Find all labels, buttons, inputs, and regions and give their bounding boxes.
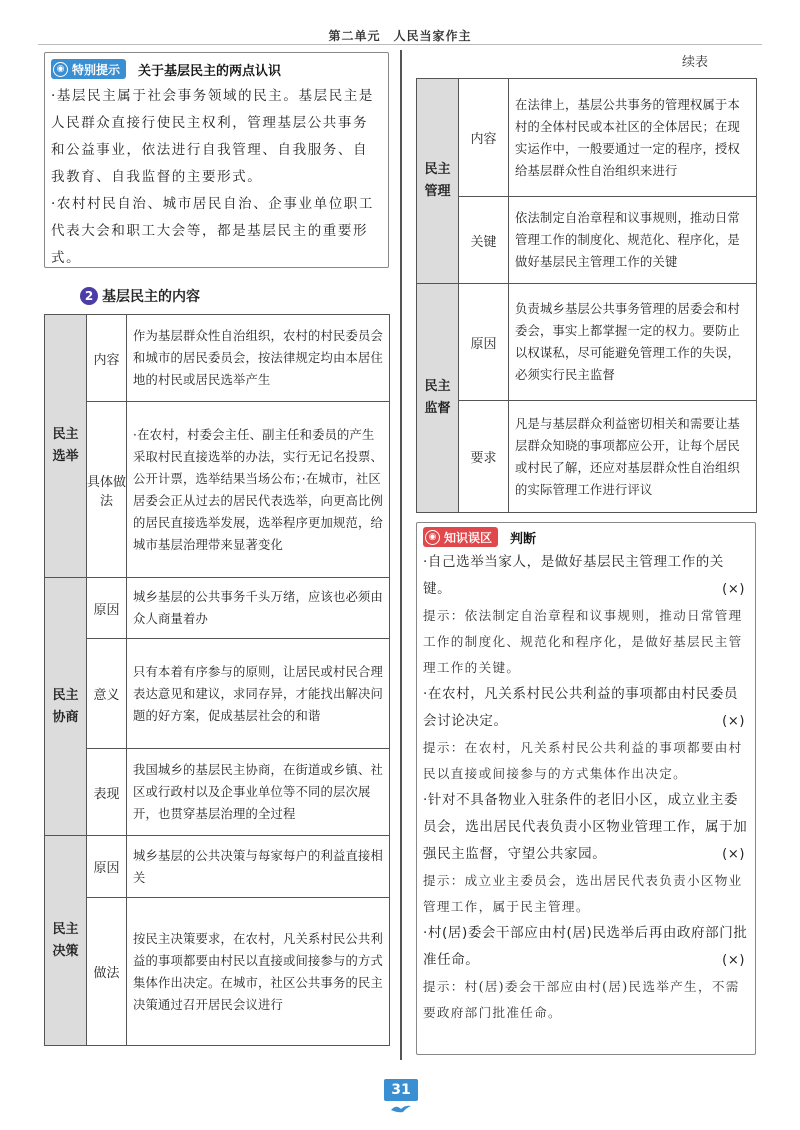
row-text: ·在农村，村委会主任、副主任和委员的产生采取村民直接选举的办法，实行无记名投票、公开计票，选举结果当场公布；·在城市，社区居委会正从过去的居民代表选举，向更高比例的居民直接选举发展，选举程序更加规范，给城市基层治理带来显著变化 xyxy=(127,402,390,578)
section-heading xyxy=(80,286,200,306)
judgment-hint: 提示：在农村，凡关系村民公共利益的事项都要由村民以直接或间接参与的方式集体作出决定。 xyxy=(423,740,743,781)
row-text: 我国城乡的基层民主协商，在街道或乡镇、社区或行政村以及企事业单位等不同的层次展开，也贯穿基层治理的全过程 xyxy=(127,749,390,836)
category-label: 民主协商 xyxy=(52,687,79,725)
category-cell xyxy=(45,315,87,578)
misconception-title: 判断 xyxy=(510,531,537,547)
row-text: 在法律上，基层公共事务的管理权属于本村的全体村民或本社区的全体居民；在现实运作中，一般要通过一定的程序，授权给基层群众性自治组织来进行 xyxy=(509,79,757,197)
misconception-tag-label: 知识误区 xyxy=(444,530,493,545)
grassroots-democracy-table-continued xyxy=(416,78,757,513)
category-cell xyxy=(45,578,87,836)
statement-text: ·针对不具备物业入驻条件的老旧小区，成立业主委员会，选出居民代表负责小区物业管理工作，属于加强民主监督，守望公共家园。 xyxy=(423,792,748,862)
special-tip-box xyxy=(44,52,389,268)
row-label: 关键 xyxy=(459,197,509,284)
row-text: 城乡基层的公共决策与每家每户的利益直接相关 xyxy=(127,836,390,898)
false-mark: (×) xyxy=(722,953,745,968)
statement-text: ·在农村，凡关系村民公共利益的事项都由村民委员会讨论决定。 xyxy=(423,686,739,729)
judgment-hint: 提示：村(居)委会干部应由村(居)民选举产生，不需要政府部门批准任命。 xyxy=(423,979,740,1020)
row-label: 表现 xyxy=(87,749,127,836)
misconception-box xyxy=(416,522,756,1055)
category-label: 民主管理 xyxy=(424,162,451,199)
grassroots-democracy-table xyxy=(44,314,390,1046)
false-mark: (×) xyxy=(722,714,745,729)
row-label: 原因 xyxy=(87,578,127,639)
false-mark: (×) xyxy=(722,582,745,597)
row-text: 依法制定自治章程和议事规则，推动日常管理工作的制度化、规范化、程序化，是做好基层民主管理工作的关键 xyxy=(509,197,757,284)
row-label: 要求 xyxy=(459,401,509,513)
special-tip-tag-label: 特别提示 xyxy=(72,62,121,77)
header-divider xyxy=(38,44,762,45)
row-text: 按民主决策要求，在农村，凡关系村民公共利益的事项都要由村民以直接或间接参与的方式集体作出决定。在城市，社区公共事务的民主决策通过召开居民会议进行 xyxy=(127,898,390,1046)
section-title: 基层民主的内容 xyxy=(102,289,200,305)
row-label: 做法 xyxy=(87,898,127,1046)
statement-text: ·村(居)委会干部应由村(居)民选举后再由政府部门批准任命。 xyxy=(423,925,748,968)
judgment-statement xyxy=(423,787,749,868)
category-cell xyxy=(417,284,459,513)
warning-icon: ◉ xyxy=(425,530,440,545)
statement-text: ·自己选举当家人，是做好基层民主管理工作的关键。 xyxy=(423,554,724,597)
row-text: 凡是与基层群众利益密切相关和需要让基层群众知晓的事项都应公开，让每个居民或村民了解，还应对基层群众性自治组织的实际管理工作进行评议 xyxy=(509,401,757,513)
judgment-hint: 提示：依法制定自治章程和议事规则，推动日常管理工作的制度化、规范化和程序化，是做好基层民主管理工作的关键。 xyxy=(423,608,743,675)
tip-paragraph: ·基层民主属于社会事务领域的民主。基层民主是人民群众直接行使民主权利，管理基层公共事务和公益事业，依法进行自我管理、自我服务、自我教育、自我监督的主要形式。 xyxy=(51,88,374,185)
judgment-statement xyxy=(423,920,749,974)
row-text: 只有本着有序参与的原则，让居民或村民合理表达意见和建议，求同存异，才能找出解决问题的好方案，促成基层社会的和谐 xyxy=(127,639,390,749)
page-header: 第二单元 人民当家作主 xyxy=(328,29,472,43)
bird-ornament-icon xyxy=(390,1102,412,1114)
category-label: 民主选举 xyxy=(52,427,79,464)
row-label: 原因 xyxy=(87,836,127,898)
row-label: 原因 xyxy=(459,284,509,401)
continued-label: 续表 xyxy=(682,55,709,70)
category-label: 民主监督 xyxy=(424,379,451,416)
row-label: 内容 xyxy=(459,79,509,197)
row-text: 城乡基层的公共事务千头万绪，应该也必须由众人商量着办 xyxy=(127,578,390,639)
special-tip-title: 关于基层民主的两点认识 xyxy=(138,63,282,79)
row-text: 作为基层群众性自治组织，农村的村民委员会和城市的居民委员会，按法律规定均由本居住地的村民或居民选举产生 xyxy=(127,315,390,402)
tip-paragraph: ·农村村民自治、城市居民自治、企事业单位职工代表大会和职工大会等，都是基层民主的重要形式。 xyxy=(51,196,374,266)
row-label: 意义 xyxy=(87,639,127,749)
judgment-statement xyxy=(423,681,749,735)
row-label: 具体做法 xyxy=(87,402,127,578)
category-cell xyxy=(417,79,459,284)
category-label: 民主决策 xyxy=(52,921,79,959)
page-number: 31 xyxy=(384,1079,418,1101)
section-number-badge: 2 xyxy=(80,287,98,305)
false-mark: (×) xyxy=(722,847,745,862)
judgment-hint: 提示：成立业主委员会，选出居民代表负责小区物业管理工作，属于民主管理。 xyxy=(423,873,743,914)
category-cell xyxy=(45,836,87,1046)
row-text: 负责城乡基层公共事务管理的居委会和村委会，事实上都掌握一定的权力。要防止以权谋私，尽可能避免管理工作的失误，必须实行民主监督 xyxy=(509,284,757,401)
column-divider xyxy=(400,50,402,1060)
misconception-tag xyxy=(423,527,498,547)
special-tip-tag xyxy=(51,59,126,79)
row-label: 内容 xyxy=(87,315,127,402)
tip-icon: ◉ xyxy=(53,62,68,77)
judgment-statement xyxy=(423,549,749,603)
